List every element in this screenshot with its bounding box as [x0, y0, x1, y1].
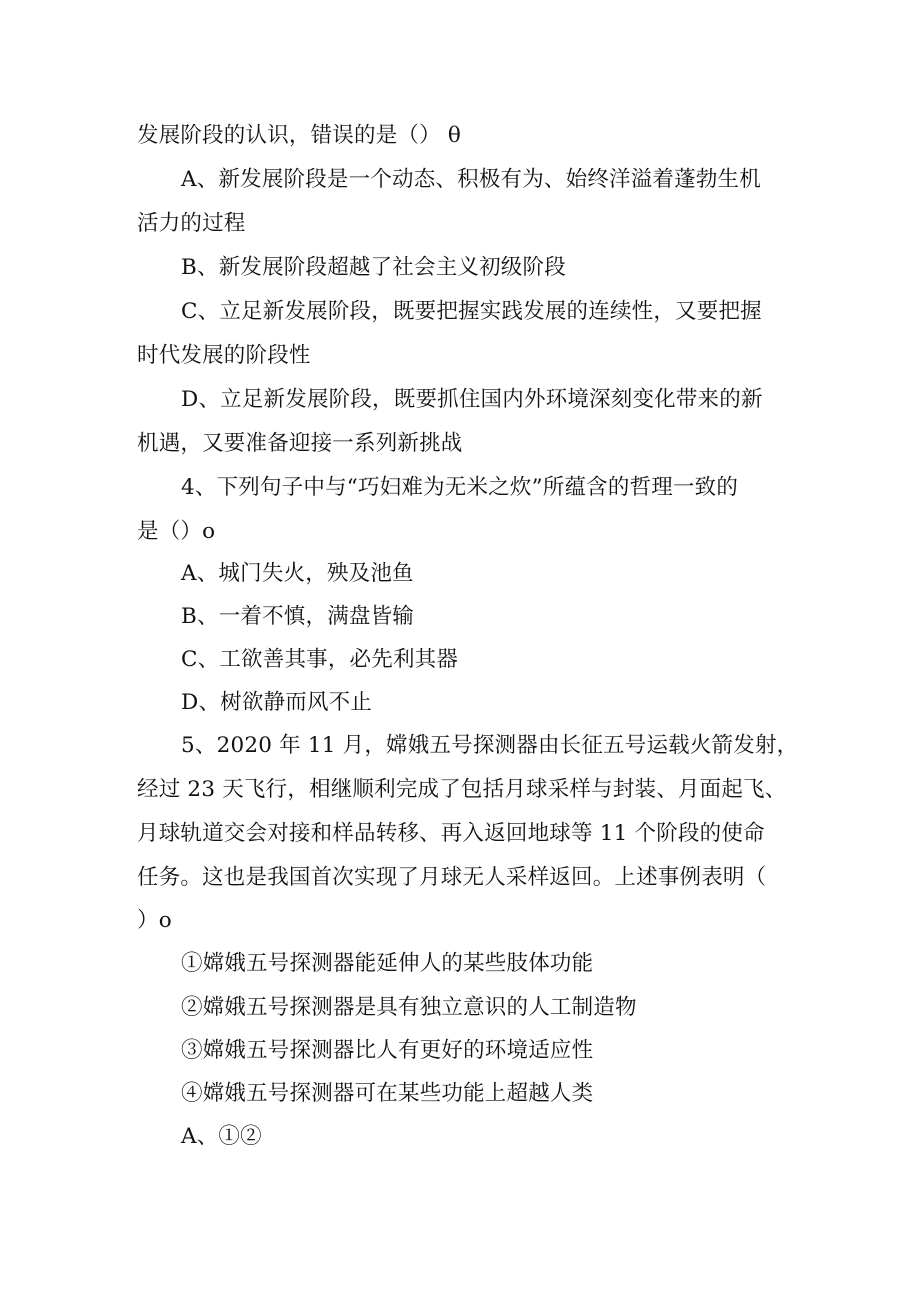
statement-1-line: ①嫦娥五号探测器能延伸人的某些肢体功能 [181, 951, 594, 976]
text-line: 月球轨道交会对接和样品转移、再入返回地球等 11 个阶段的使命 [137, 821, 765, 846]
statement-4-line: ④嫦娥五号探测器可在某些功能上超越人类 [181, 1081, 594, 1106]
text-line: 是（）o [137, 519, 216, 544]
option-a-line: A、城门失火，殃及池鱼 [181, 561, 414, 586]
option-a-line: A、①② [181, 1124, 262, 1149]
text-line: 经过 23 天飞行，相继顺利完成了包括月球采样与封装、月面起飞、 [137, 777, 787, 802]
question-5-line: 5、2020 年 11 月，嫦娥五号探测器由长征五号运载火箭发射， [181, 733, 799, 758]
option-d-line: D、树欲静而风不止 [181, 690, 373, 715]
text-line: 时代发展的阶段性 [137, 343, 311, 368]
statement-3-line: ③嫦娥五号探测器比人有更好的环境适应性 [181, 1038, 594, 1063]
option-a-line: A、新发展阶段是一个动态、积极有为、始终洋溢着蓬勃生机 [181, 167, 761, 192]
text-line: 活力的过程 [137, 211, 246, 236]
option-d-line: D、立足新发展阶段，既要抓住国内外环境深刻变化带来的新 [181, 387, 763, 412]
text-line: 发展阶段的认识，错误的是（） θ [137, 123, 461, 148]
text-line: 任务。这也是我国首次实现了月球无人采样返回。上述事例表明（ [137, 865, 767, 890]
question-4-line: 4、下列句子中与“巧妇难为无米之炊”所蕴含的哲理一致的 [181, 475, 739, 500]
option-b-line: B、新发展阶段超越了社会主义初级阶段 [181, 255, 566, 280]
text-line: ）o [137, 908, 172, 933]
option-c-line: C、工欲善其事，必先利其器 [181, 647, 459, 672]
text-line: 机遇，又要准备迎接一系列新挑战 [137, 431, 463, 456]
option-b-line: B、一着不慎，满盘皆输 [181, 604, 415, 629]
statement-2-line: ②嫦娥五号探测器是具有独立意识的人工制造物 [181, 995, 637, 1020]
option-c-line: C、立足新发展阶段，既要把握实践发展的连续性，又要把握 [181, 299, 762, 324]
